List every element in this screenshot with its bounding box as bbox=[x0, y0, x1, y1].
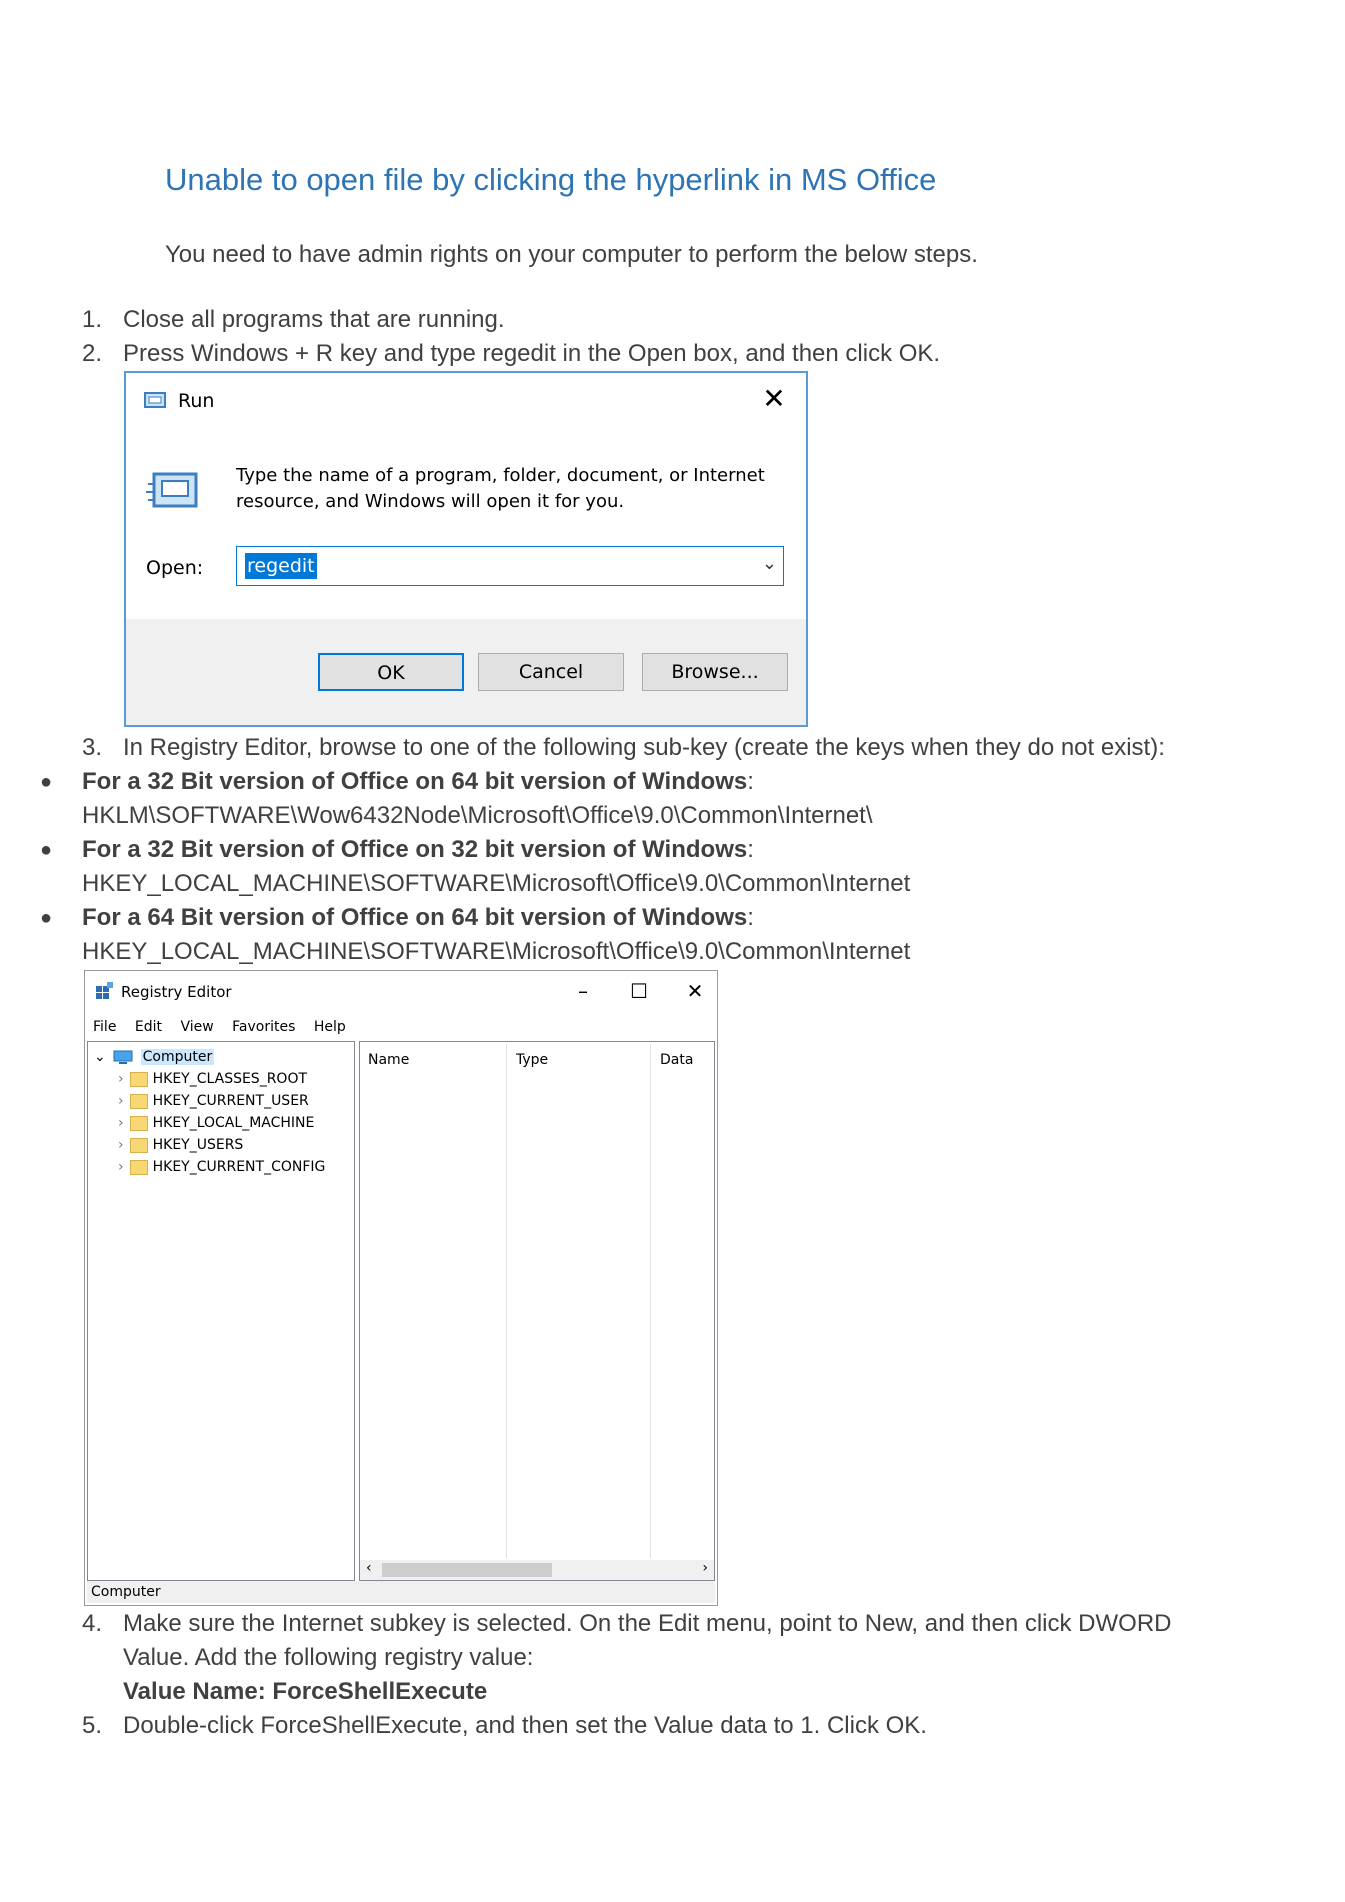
ok-button[interactable]: OK bbox=[318, 653, 464, 691]
chevron-right-icon[interactable]: › bbox=[118, 1093, 124, 1109]
chevron-right-icon[interactable]: › bbox=[702, 1560, 708, 1576]
open-input[interactable] bbox=[236, 546, 784, 586]
close-icon[interactable]: ✕ bbox=[762, 382, 786, 415]
menu-file[interactable]: File bbox=[93, 1019, 117, 1035]
step-5 bbox=[0, 1709, 1345, 1743]
chevron-right-icon[interactable]: › bbox=[118, 1159, 124, 1175]
maximize-icon[interactable]: ☐ bbox=[630, 979, 648, 1003]
step-number: 1. bbox=[82, 306, 103, 333]
step-3 bbox=[0, 731, 1345, 765]
column-data[interactable]: Data bbox=[660, 1052, 694, 1068]
bullet-dot: ● bbox=[40, 771, 53, 793]
tree-item[interactable] bbox=[118, 1068, 307, 1090]
bullet-dot: ● bbox=[40, 907, 53, 929]
tree-root-label: Computer bbox=[142, 1049, 213, 1065]
registry-title: Registry Editor bbox=[121, 983, 232, 1001]
step-number: 5. bbox=[82, 1712, 103, 1739]
value-name: Value Name: ForceShellExecute bbox=[123, 1678, 488, 1705]
tree-item-label: HKEY_CLASSES_ROOT bbox=[152, 1071, 308, 1087]
tree-item-label: HKEY_CURRENT_CONFIG bbox=[152, 1159, 326, 1175]
chevron-down-icon[interactable]: ⌄ bbox=[761, 553, 777, 574]
step-number: 2. bbox=[82, 340, 103, 367]
chevron-right-icon[interactable]: › bbox=[118, 1071, 124, 1087]
menu-edit[interactable]: Edit bbox=[134, 1019, 163, 1035]
menu-favorites[interactable]: Favorites bbox=[232, 1019, 296, 1035]
tree-item[interactable] bbox=[118, 1134, 243, 1156]
open-input-value: regedit bbox=[247, 555, 315, 577]
tree-item[interactable] bbox=[118, 1112, 314, 1134]
tree-item[interactable] bbox=[118, 1156, 325, 1178]
tree-root[interactable] bbox=[94, 1046, 214, 1068]
chevron-left-icon[interactable]: ‹ bbox=[366, 1560, 372, 1576]
bullet-item bbox=[0, 833, 1345, 901]
tree-item[interactable] bbox=[118, 1090, 309, 1112]
registry-path: HKEY_LOCAL_MACHINE\SOFTWARE\Microsoft\Office\9.0\Common\Internet bbox=[82, 870, 911, 897]
bullet-label: For a 32 Bit version of Office on 64 bit version of Windows bbox=[82, 768, 748, 795]
bullet-item bbox=[0, 765, 1345, 833]
run-app-icon bbox=[142, 391, 168, 411]
tree-item-label: HKEY_LOCAL_MACHINE bbox=[152, 1115, 315, 1131]
browse-button[interactable]: Browse... bbox=[642, 653, 788, 691]
chevron-right-icon[interactable]: › bbox=[118, 1137, 124, 1153]
run-titlebar bbox=[126, 373, 806, 425]
step-2 bbox=[0, 337, 1345, 371]
intro-text: You need to have admin rights on your computer to perform the below steps. bbox=[165, 241, 978, 268]
column-divider bbox=[650, 1044, 651, 1558]
folder-icon bbox=[130, 1138, 148, 1153]
menu-bar bbox=[93, 1019, 360, 1035]
tree-item-label: HKEY_USERS bbox=[152, 1137, 244, 1153]
open-label: Open: bbox=[146, 557, 204, 579]
folder-icon bbox=[130, 1116, 148, 1131]
minimize-icon[interactable]: – bbox=[578, 979, 588, 1003]
step-text: Close all programs that are running. bbox=[123, 306, 505, 333]
chevron-right-icon[interactable]: › bbox=[118, 1115, 124, 1131]
close-icon[interactable]: ✕ bbox=[686, 979, 704, 1003]
step-text: Value. Add the following registry value: bbox=[123, 1644, 534, 1671]
status-bar: Computer bbox=[87, 1581, 715, 1603]
column-name[interactable]: Name bbox=[368, 1052, 410, 1068]
page-title: Unable to open file by clicking the hyperlink in MS Office bbox=[165, 162, 937, 197]
run-large-icon bbox=[146, 470, 202, 514]
run-message-line: resource, and Windows will open it for you. bbox=[236, 491, 625, 512]
bullet-item bbox=[0, 901, 1345, 969]
run-button-bar bbox=[126, 619, 806, 725]
column-divider bbox=[506, 1044, 507, 1558]
step-1 bbox=[0, 303, 1345, 337]
folder-icon bbox=[130, 1160, 148, 1175]
registry-path: HKLM\SOFTWARE\Wow6432Node\Microsoft\Office\9.0\Common\Internet\ bbox=[82, 802, 873, 829]
computer-icon bbox=[113, 1050, 133, 1065]
registry-editor-window bbox=[84, 970, 718, 1606]
step-number: 4. bbox=[82, 1610, 103, 1637]
scrollbar-thumb[interactable] bbox=[382, 1563, 552, 1577]
bullet-label: For a 64 Bit version of Office on 64 bit version of Windows bbox=[82, 904, 748, 931]
step-4 bbox=[0, 1607, 1345, 1709]
column-type[interactable]: Type bbox=[516, 1052, 549, 1068]
registry-path: HKEY_LOCAL_MACHINE\SOFTWARE\Microsoft\Office\9.0\Common\Internet bbox=[82, 938, 911, 965]
run-message-line: Type the name of a program, folder, document, or Internet bbox=[236, 465, 765, 486]
bullet-colon: : bbox=[747, 768, 754, 795]
cancel-button[interactable]: Cancel bbox=[478, 653, 624, 691]
menu-help[interactable]: Help bbox=[313, 1019, 346, 1035]
bullet-dot: ● bbox=[40, 839, 53, 861]
chevron-down-icon[interactable]: ⌄ bbox=[94, 1049, 106, 1065]
step-text: Press Windows + R key and type regedit in the Open box, and then click OK. bbox=[123, 340, 941, 367]
horizontal-scrollbar[interactable] bbox=[360, 1560, 714, 1580]
run-message bbox=[236, 463, 796, 515]
folder-icon bbox=[130, 1094, 148, 1109]
values-pane bbox=[359, 1041, 715, 1581]
step-text: Double-click ForceShellExecute, and then set the Value data to 1. Click OK. bbox=[123, 1712, 927, 1739]
folder-icon bbox=[130, 1072, 148, 1087]
registry-titlebar bbox=[85, 971, 717, 1011]
bullet-colon: : bbox=[747, 904, 754, 931]
step-text: In Registry Editor, browse to one of the following sub-key (create the keys when they do not exist): bbox=[123, 734, 1165, 761]
registry-app-icon bbox=[95, 981, 115, 1001]
tree-pane bbox=[87, 1041, 355, 1581]
step-number: 3. bbox=[82, 734, 103, 761]
menu-view[interactable]: View bbox=[180, 1019, 214, 1035]
tree-item-label: HKEY_CURRENT_USER bbox=[152, 1093, 309, 1109]
step-text: Make sure the Internet subkey is selected. On the Edit menu, point to New, and then click DWORD bbox=[123, 1610, 1172, 1637]
run-dialog bbox=[124, 371, 808, 727]
bullet-colon: : bbox=[747, 836, 754, 863]
bullet-label: For a 32 Bit version of Office on 32 bit version of Windows bbox=[82, 836, 748, 863]
run-title: Run bbox=[178, 390, 215, 412]
